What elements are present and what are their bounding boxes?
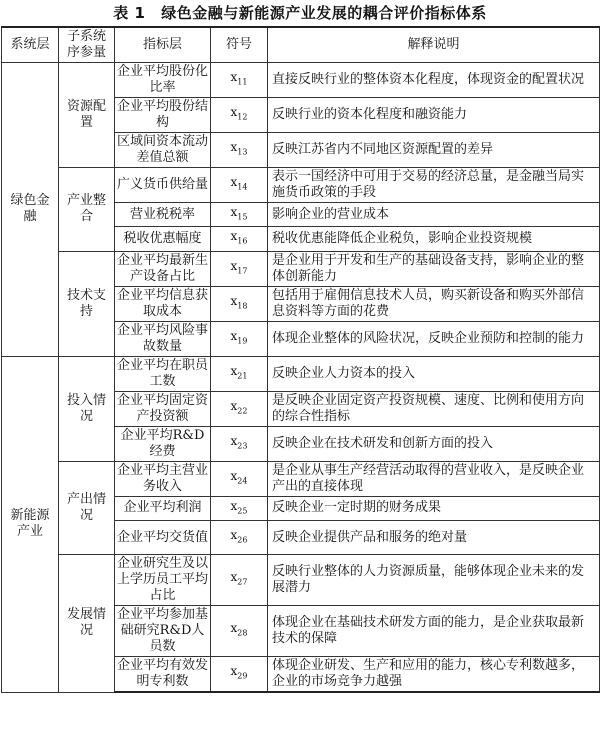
explanation-cell: 是企业从事生产经营活动取得的营业收入，是反映企业产出的直接体现 <box>268 461 600 496</box>
explanation-cell: 体现企业在基础技术研发方面的能力，是企业获取最新技术的保障 <box>268 606 600 657</box>
indicator-cell: 企业平均主营业务收入 <box>115 461 211 496</box>
indicator-cell: 广义货币供给量 <box>115 168 211 203</box>
indicator-cell: 企业平均最新生产设备占比 <box>115 251 211 286</box>
system-green-finance: 绿色金融 <box>2 63 59 357</box>
symbol-cell: $x_{24}$ <box>211 461 268 496</box>
header-explanation: 解释说明 <box>268 27 600 63</box>
explanation-cell: 是反映企业固定资产投资规模、速度、比例和使用方向的综合性指标 <box>268 391 600 426</box>
indicator-cell: 企业平均股份结构 <box>115 98 211 133</box>
explanation-cell: 表示一国经济中可用于交易的经济总量，是金融当局实施货币政策的手段 <box>268 168 600 203</box>
table-body <box>2 63 600 693</box>
symbol-cell: $x_{26}$ <box>211 521 268 555</box>
indicator-cell: 企业研究生及以上学历员工平均占比 <box>115 555 211 606</box>
symbol-cell: $x_{21}$ <box>211 356 268 391</box>
subsystem-development: 发展情况 <box>59 555 115 693</box>
indicator-cell: 企业平均有效发明专利数 <box>115 657 211 693</box>
indicator-cell: 企业平均风险事故数量 <box>115 321 211 356</box>
explanation-cell: 反映江苏省内不同地区资源配置的差异 <box>268 133 600 168</box>
subsystem-resource-allocation: 资源配置 <box>59 63 115 168</box>
symbol-cell: $x_{14}$ <box>211 168 268 203</box>
explanation-cell: 反映企业提供产品和服务的绝对量 <box>268 521 600 555</box>
table-row <box>2 168 600 203</box>
system-new-energy-industry: 新能源产业 <box>2 356 59 692</box>
table-row <box>2 356 600 391</box>
indicator-cell: 企业平均参加基础研究R&D人员数 <box>115 606 211 657</box>
symbol-cell: $x_{16}$ <box>211 227 268 251</box>
table-number: 表 1 <box>113 4 146 22</box>
table-caption <box>0 0 600 26</box>
explanation-cell: 体现企业整体的风险状况，反映企业预防和控制的能力 <box>268 321 600 356</box>
indicator-cell: 企业平均R&D经费 <box>115 426 211 461</box>
indicator-cell: 税收优惠幅度 <box>115 227 211 251</box>
symbol-cell: $x_{12}$ <box>211 98 268 133</box>
symbol-cell: $x_{15}$ <box>211 203 268 227</box>
symbol-cell: $x_{11}$ <box>211 63 268 98</box>
indicator-cell: 营业税税率 <box>115 203 211 227</box>
symbol-cell: $x_{27}$ <box>211 555 268 606</box>
indicator-cell: 企业平均在职员工数 <box>115 356 211 391</box>
table-row <box>2 461 600 496</box>
symbol-cell: $x_{25}$ <box>211 496 268 520</box>
header-symbol: 符号 <box>211 27 268 63</box>
subsystem-industry-integration: 产业整合 <box>59 168 115 252</box>
table-row <box>2 555 600 606</box>
table-row <box>2 63 600 98</box>
explanation-cell: 直接反映行业的整体资本化程度，体现资金的配置状况 <box>268 63 600 98</box>
header-row <box>2 27 600 63</box>
table-title: 绿色金融与新能源产业发展的耦合评价指标体系 <box>161 4 487 22</box>
explanation-cell: 反映行业的资本化程度和融资能力 <box>268 98 600 133</box>
symbol-cell: $x_{17}$ <box>211 251 268 286</box>
symbol-cell: $x_{28}$ <box>211 606 268 657</box>
header-subsystem: 子系统序参量 <box>59 27 115 63</box>
subsystem-input: 投入情况 <box>59 356 115 461</box>
indicator-cell: 企业平均利润 <box>115 496 211 520</box>
subsystem-technical-support: 技术支持 <box>59 251 115 356</box>
symbol-cell: $x_{18}$ <box>211 286 268 321</box>
subsystem-output: 产出情况 <box>59 461 115 554</box>
symbol-cell: $x_{19}$ <box>211 321 268 356</box>
explanation-cell: 反映企业在技术研发和创新方面的投入 <box>268 426 600 461</box>
indicator-cell: 企业平均固定资产投资额 <box>115 391 211 426</box>
table-row <box>2 251 600 286</box>
indicator-table <box>1 26 600 693</box>
explanation-cell: 影响企业的营业成本 <box>268 203 600 227</box>
explanation-cell: 体现企业研发、生产和应用的能力，核心专利数越多，企业的市场竞争力越强 <box>268 657 600 693</box>
explanation-cell: 反映企业一定时期的财务成果 <box>268 496 600 520</box>
symbol-cell: $x_{29}$ <box>211 657 268 693</box>
indicator-cell: 区域间资本流动差值总额 <box>115 133 211 168</box>
header-indicator: 指标层 <box>115 27 211 63</box>
explanation-cell: 包括用于雇佣信息技术人员，购买新设备和购买外部信息资料等方面的花费 <box>268 286 600 321</box>
header-system-layer: 系统层 <box>2 27 59 63</box>
explanation-cell: 反映企业人力资本的投入 <box>268 356 600 391</box>
indicator-cell: 企业平均信息获取成本 <box>115 286 211 321</box>
symbol-cell: $x_{23}$ <box>211 426 268 461</box>
indicator-cell: 企业平均交货值 <box>115 521 211 555</box>
indicator-cell: 企业平均股份化比率 <box>115 63 211 98</box>
symbol-cell: $x_{13}$ <box>211 133 268 168</box>
explanation-cell: 是企业用于开发和生产的基础设备支持，影响企业的整体创新能力 <box>268 251 600 286</box>
explanation-cell: 税收优惠能降低企业税负，影响企业投资规模 <box>268 227 600 251</box>
explanation-cell: 反映行业整体的人力资源质量，能够体现企业未来的发展潜力 <box>268 555 600 606</box>
symbol-cell: $x_{22}$ <box>211 391 268 426</box>
